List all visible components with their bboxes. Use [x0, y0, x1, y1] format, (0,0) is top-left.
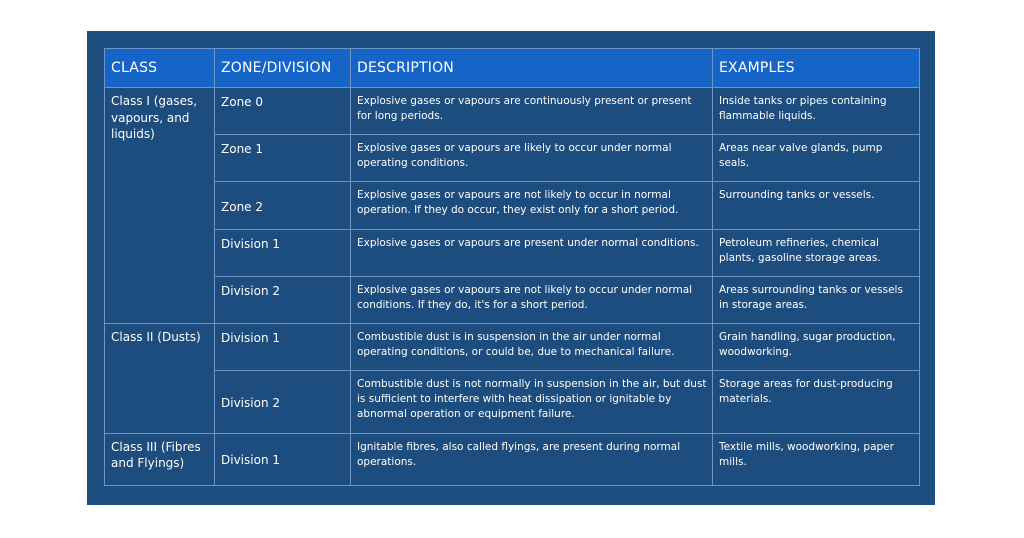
description-cell: Explosive gases or vapours are continuously present or present for long periods. — [351, 88, 713, 135]
zone-cell: Zone 0 — [215, 88, 351, 135]
header-class: CLASS — [105, 49, 215, 88]
table-header-row — [105, 49, 920, 88]
zone-cell: Division 1 — [215, 229, 351, 276]
table-row — [105, 324, 920, 371]
zone-cell: Division 2 — [215, 371, 351, 433]
hazardous-area-classification-table — [104, 48, 920, 486]
table-row — [105, 229, 920, 276]
table-row — [105, 182, 920, 229]
table-row — [105, 433, 920, 485]
description-cell: Explosive gases or vapours are present under normal conditions. — [351, 229, 713, 276]
examples-cell: Grain handling, sugar production, woodworking. — [713, 324, 920, 371]
examples-cell: Surrounding tanks or vessels. — [713, 182, 920, 229]
table-row — [105, 88, 920, 135]
table-row — [105, 276, 920, 323]
examples-cell: Storage areas for dust-producing materials. — [713, 371, 920, 433]
table-row — [105, 135, 920, 182]
header-description: DESCRIPTION — [351, 49, 713, 88]
description-cell: Explosive gases or vapours are not likely to occur under normal conditions. If they do, it's for a short period. — [351, 276, 713, 323]
description-cell: Combustible dust is in suspension in the air under normal operating conditions, or could be, due to mechanical failure. — [351, 324, 713, 371]
description-cell: Explosive gases or vapours are likely to occur under normal operating conditions. — [351, 135, 713, 182]
examples-cell: Areas surrounding tanks or vessels in storage areas. — [713, 276, 920, 323]
examples-cell: Areas near valve glands, pump seals. — [713, 135, 920, 182]
examples-cell: Inside tanks or pipes containing flammable liquids. — [713, 88, 920, 135]
zone-cell: Zone 2 — [215, 182, 351, 229]
zone-cell: Zone 1 — [215, 135, 351, 182]
description-cell: Explosive gases or vapours are not likely to occur in normal operation. If they do occur, they exist only for a short period. — [351, 182, 713, 229]
class-cell: Class I (gases, vapours, and liquids) — [105, 88, 215, 324]
examples-cell: Textile mills, woodworking, paper mills. — [713, 433, 920, 485]
table-row — [105, 371, 920, 433]
class-cell: Class II (Dusts) — [105, 324, 215, 434]
zone-cell: Division 2 — [215, 276, 351, 323]
header-examples: EXAMPLES — [713, 49, 920, 88]
zone-cell: Division 1 — [215, 324, 351, 371]
description-cell: Combustible dust is not normally in suspension in the air, but dust is sufficient to interfere with heat dissipation or ignitable by abnormal operation or equipment failure. — [351, 371, 713, 433]
examples-cell: Petroleum refineries, chemical plants, gasoline storage areas. — [713, 229, 920, 276]
description-cell: Ignitable fibres, also called flyings, are present during normal operations. — [351, 433, 713, 485]
class-cell: Class III (Fibres and Flyings) — [105, 433, 215, 485]
header-zone-division: ZONE/DIVISION — [215, 49, 351, 88]
zone-cell: Division 1 — [215, 433, 351, 485]
